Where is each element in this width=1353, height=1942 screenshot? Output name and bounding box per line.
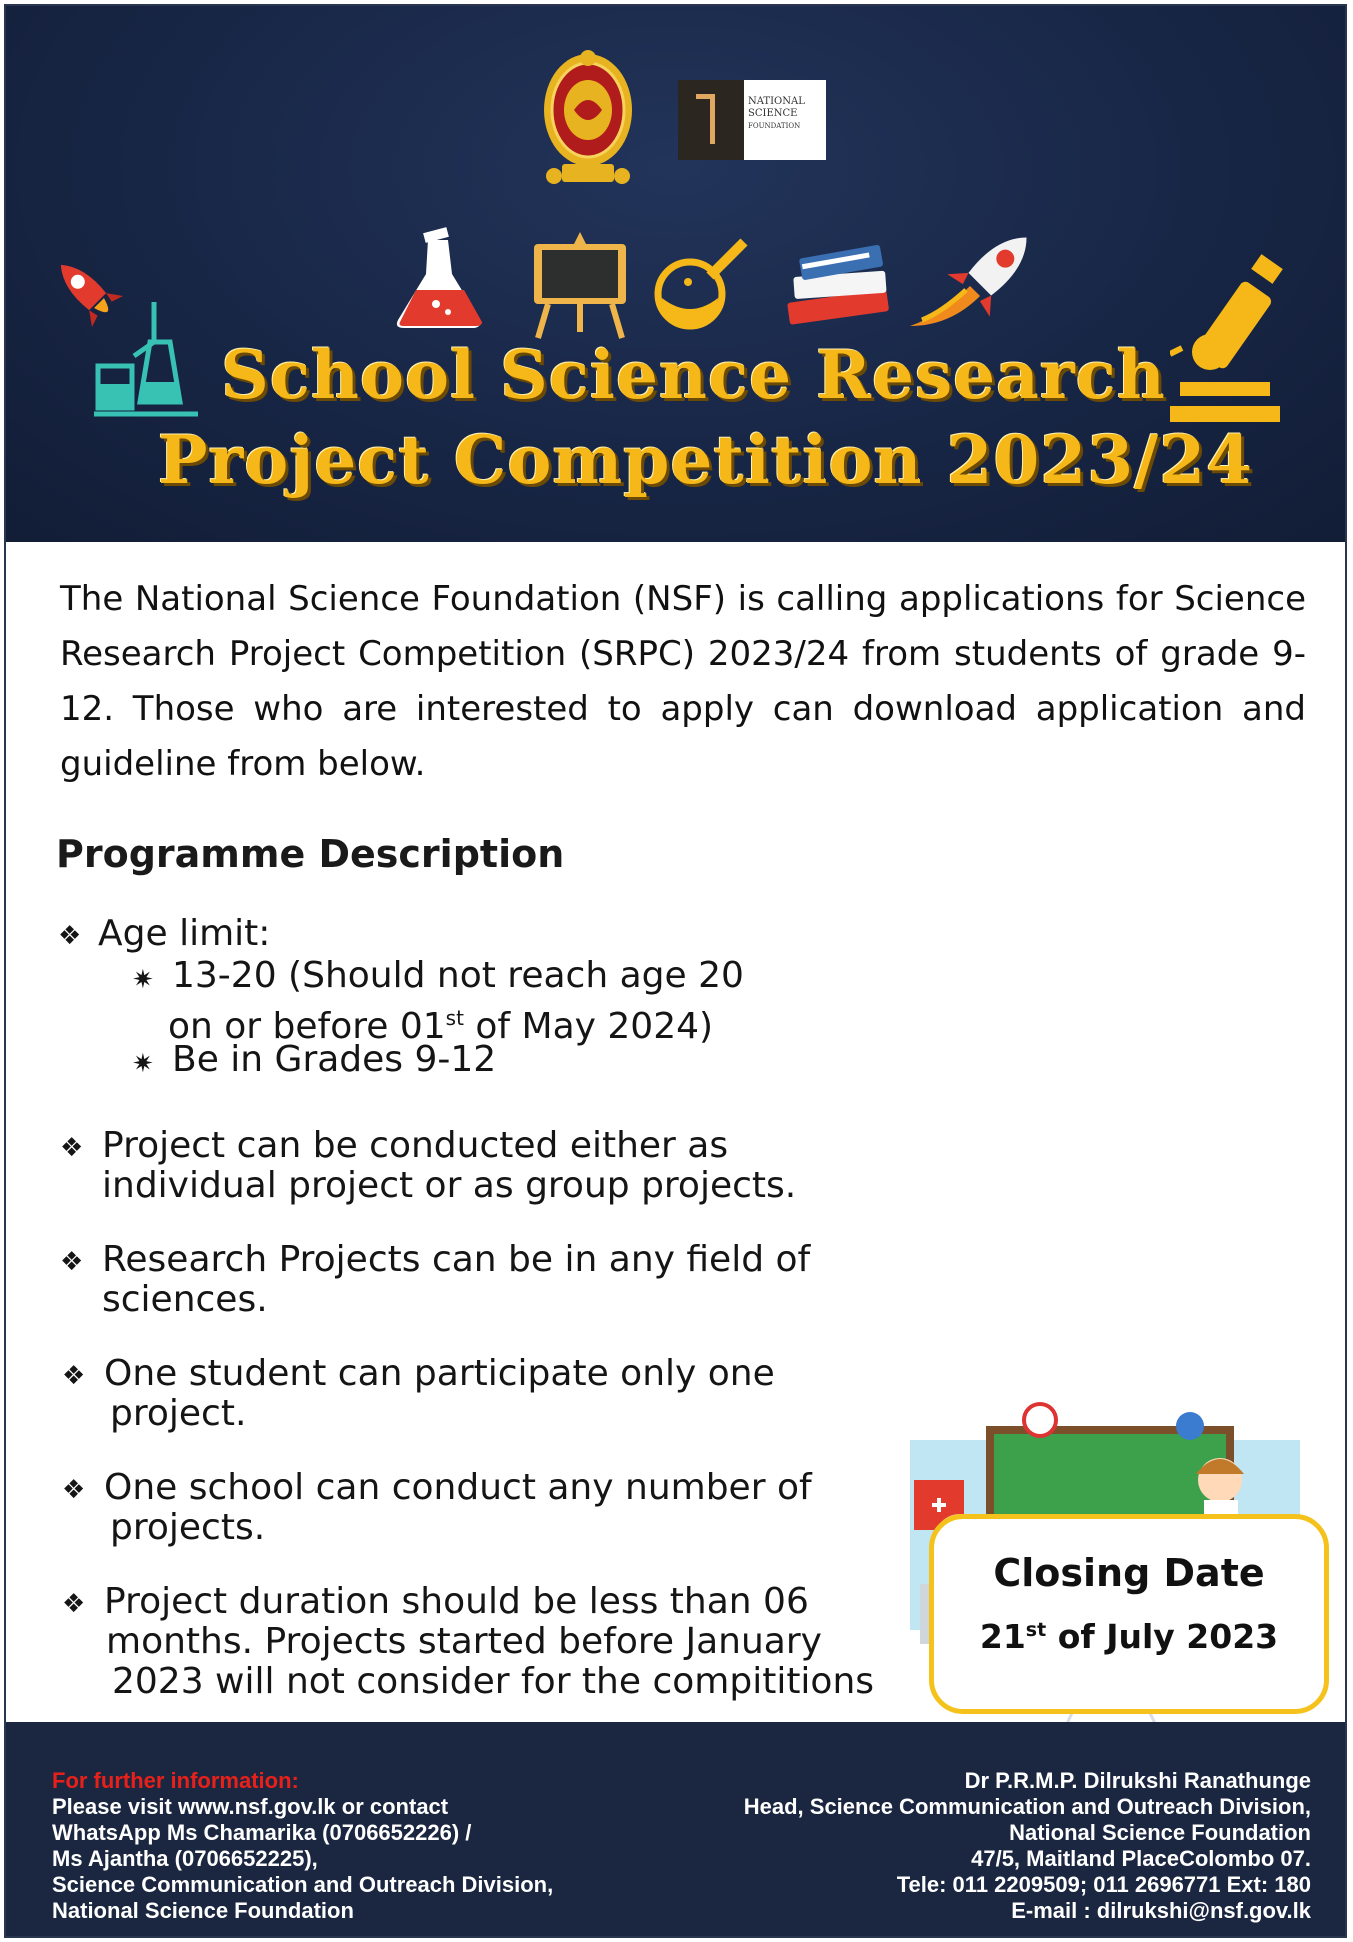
list-item	[60, 1239, 811, 1320]
list-item-text: One student can participate only one	[104, 1353, 775, 1394]
star-bullet-icon: ✷	[132, 1049, 154, 1079]
rocket-launch-icon	[904, 230, 1044, 340]
superscript: st	[445, 1006, 464, 1030]
nsf-logo	[678, 80, 826, 160]
list-item	[62, 1353, 775, 1434]
contact-line: 47/5, Maitland PlaceColombo 07.	[971, 1846, 1311, 1871]
contact-info-left	[52, 1768, 553, 1924]
list-item-text: One school can conduct any number of	[104, 1467, 812, 1508]
contact-line: National Science Foundation	[52, 1898, 354, 1923]
contact-line: Please visit www.nsf.gov.lk or contact	[52, 1794, 449, 1819]
title-line-1: School Science Research	[221, 336, 1166, 414]
diamond-bullet-icon: ❖	[60, 1247, 84, 1277]
sub-list-item	[132, 955, 744, 996]
national-emblem-icon	[540, 48, 636, 192]
superscript: st	[1025, 1619, 1047, 1641]
chalkboard-icon	[526, 230, 634, 340]
contact-line: WhatsApp Ms Chamarika (0706652226) /	[52, 1820, 472, 1845]
contact-info-right	[744, 1768, 1311, 1924]
list-item-text: Research Projects can be in any field of	[102, 1239, 811, 1280]
diamond-bullet-icon: ❖	[62, 1361, 86, 1391]
programme-heading: Programme Description	[56, 832, 565, 876]
diamond-bullet-icon: ❖	[58, 921, 82, 951]
contact-line: National Science Foundation	[1009, 1820, 1311, 1845]
list-item-text: sciences.	[102, 1279, 268, 1320]
diamond-bullet-icon: ❖	[62, 1589, 86, 1619]
contact-line: Dr P.R.M.P. Dilrukshi Ranathunge	[964, 1768, 1311, 1793]
list-item-text: individual project or as group projects.	[102, 1165, 797, 1206]
list-item-text: on or before 01	[168, 1006, 446, 1047]
list-item	[62, 1581, 875, 1702]
list-item-text: months. Projects started before January	[106, 1621, 822, 1662]
flask-icon	[384, 224, 494, 334]
list-item-text: Be in Grades 9-12	[172, 1039, 497, 1080]
nsf-logo-text: SCIENCE	[748, 108, 798, 119]
list-item	[60, 1125, 797, 1206]
list-item-text: of May 2024)	[463, 1006, 714, 1047]
closing-date-label: Closing Date	[993, 1551, 1265, 1595]
intro-paragraph: The National Science Foundation (NSF) is calling applications for Science Research Project Competition (SRPC) 2023/24 from students of grade 9-12. Those who are interested to apply can download application and guideline from below.	[60, 579, 1306, 784]
books-icon	[782, 242, 898, 332]
closing-month-year: of July 2023	[1046, 1617, 1279, 1656]
list-item	[58, 913, 271, 954]
list-item-text: Project can be conducted either as	[102, 1125, 729, 1166]
closing-date-value	[934, 1617, 1324, 1656]
poster-header	[6, 6, 1345, 542]
contact-heading: For further information:	[52, 1768, 299, 1793]
list-item-text: 13-20 (Should not reach age 20	[172, 955, 744, 996]
nsf-logo-text: FOUNDATION	[748, 122, 801, 130]
contact-email: E-mail : dilrukshi@nsf.gov.lk	[1011, 1898, 1311, 1923]
diamond-bullet-icon: ❖	[62, 1475, 86, 1505]
list-item-text: projects.	[110, 1507, 266, 1548]
star-bullet-icon: ✷	[132, 965, 154, 995]
diamond-bullet-icon: ❖	[60, 1133, 84, 1163]
poster-footer	[6, 1722, 1345, 1938]
list-item-text: Project duration should be less than 06	[104, 1581, 809, 1622]
list-item-text: 2023 will not consider for the compititions	[112, 1661, 875, 1702]
nsf-logo-text: NATIONAL	[748, 96, 805, 107]
list-item-text: Age limit:	[98, 913, 271, 954]
closing-day: 21	[979, 1617, 1026, 1656]
contact-line: Tele: 011 2209509; 011 2696771 Ext: 180	[896, 1872, 1311, 1897]
title-line-2: Project Competition 2023/24	[157, 421, 1254, 499]
round-flask-icon	[648, 232, 760, 332]
closing-date-box	[929, 1514, 1329, 1714]
contact-line: Ms Ajantha (0706652225),	[52, 1846, 318, 1871]
list-item-text: project.	[110, 1393, 247, 1434]
list-item	[62, 1467, 812, 1548]
contact-line: Head, Science Communication and Outreach Division,	[743, 1794, 1311, 1819]
sub-list-item	[132, 1039, 497, 1080]
poster	[4, 4, 1347, 1938]
contact-line: Science Communication and Outreach Division,	[52, 1872, 554, 1897]
